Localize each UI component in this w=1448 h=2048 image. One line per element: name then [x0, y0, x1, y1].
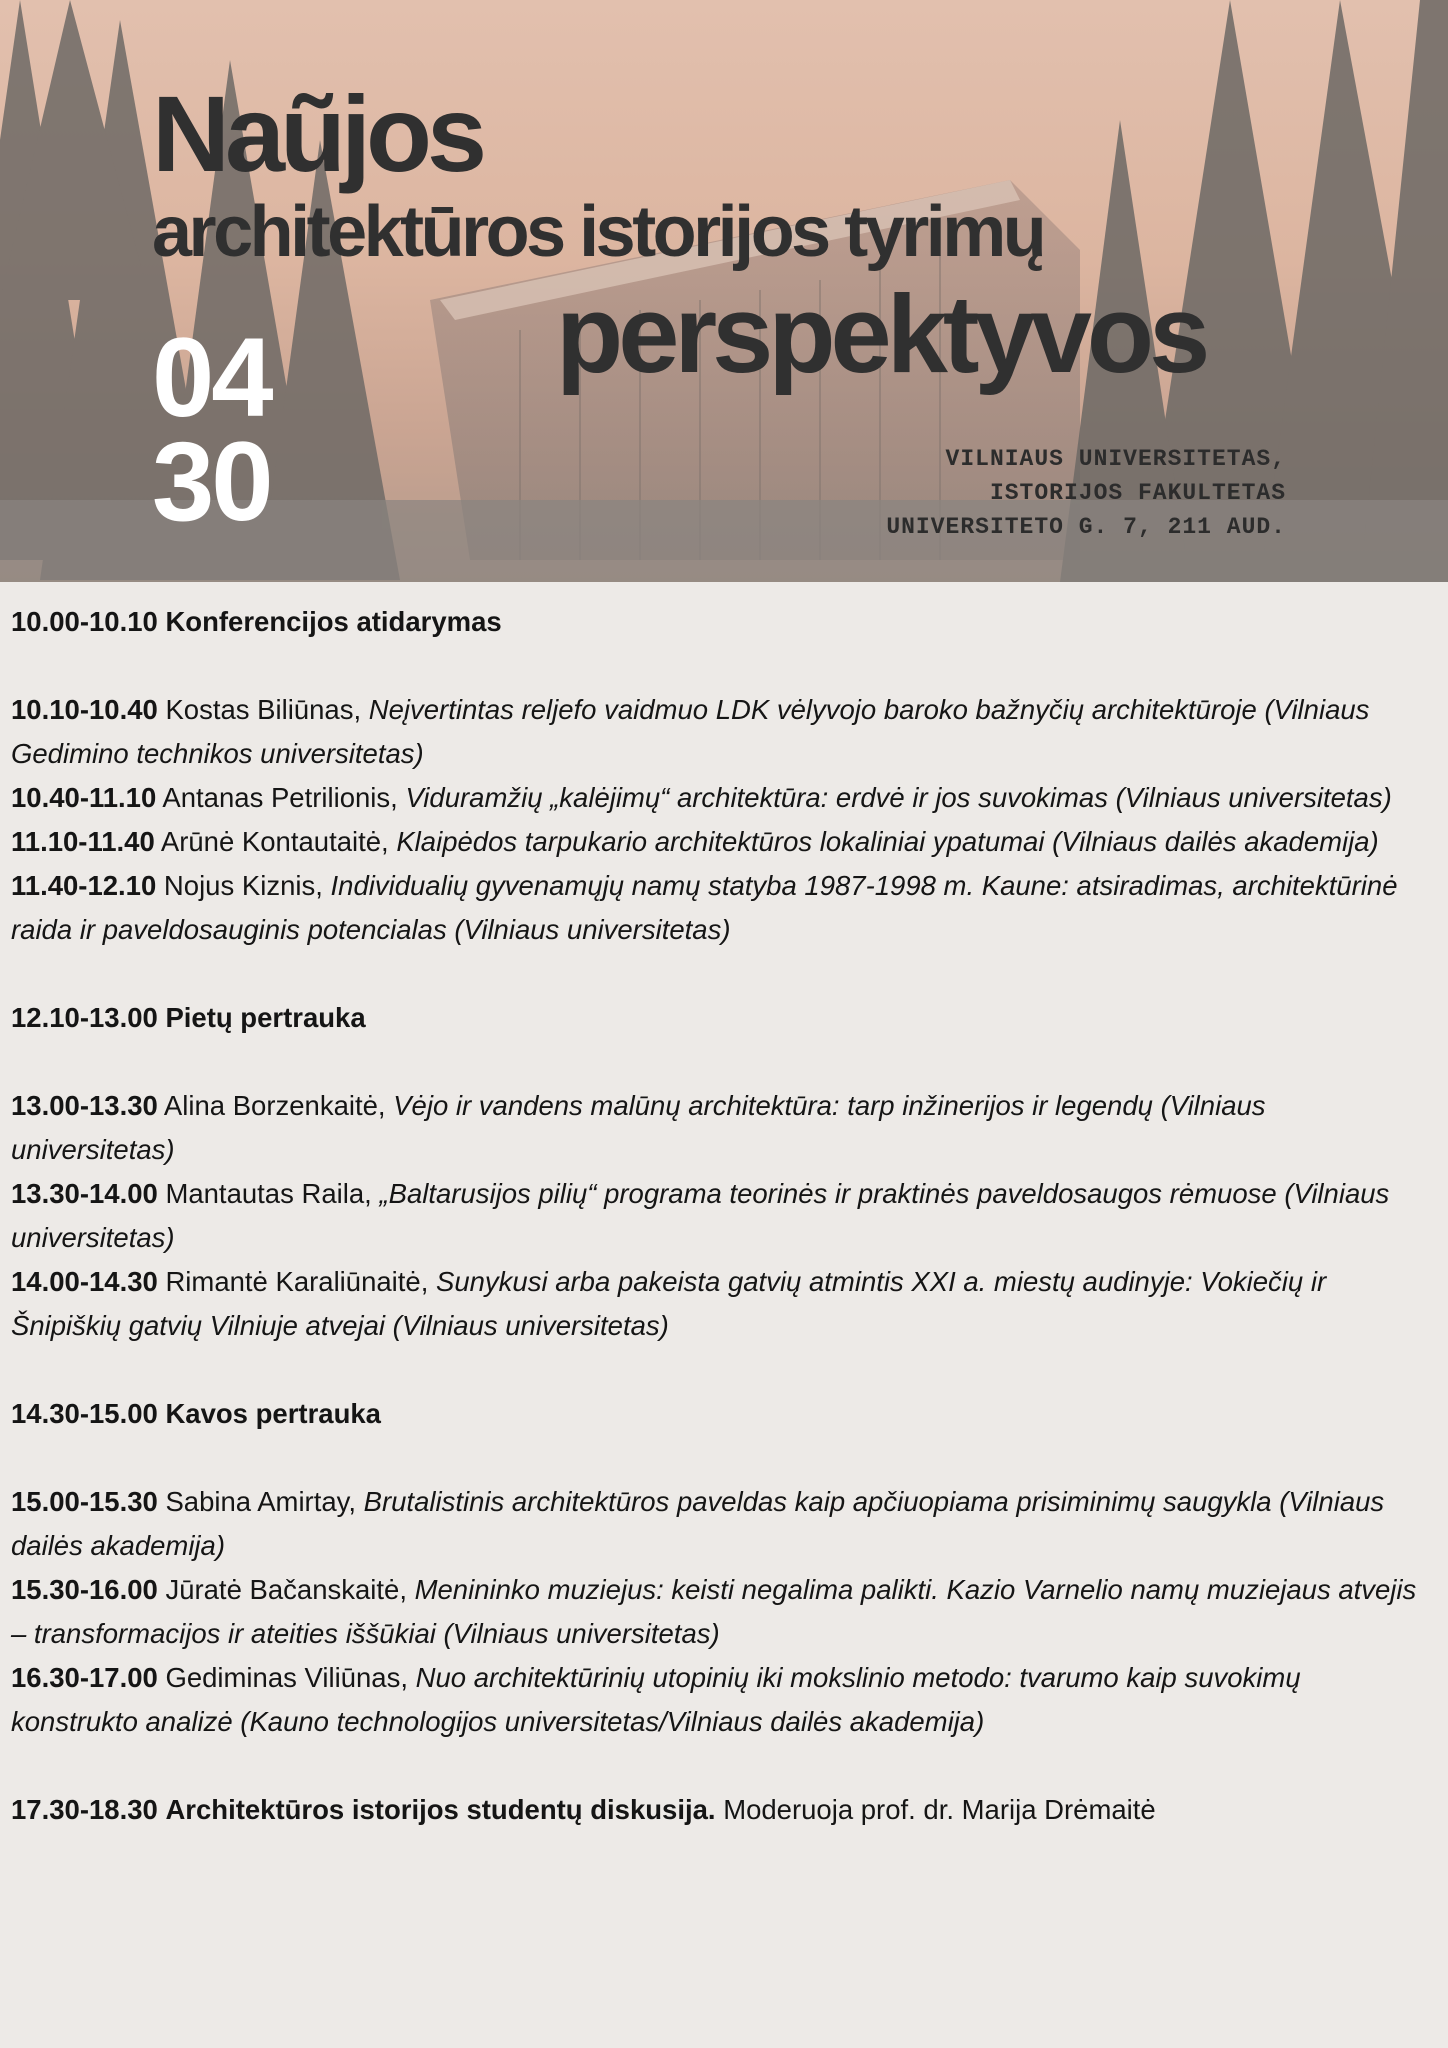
entry-speaker: Alina Borzenkaitė,	[163, 1090, 386, 1121]
entry-time: 14.30-15.00	[11, 1398, 158, 1429]
spacer	[11, 1744, 1431, 1788]
entry-time: 14.00-14.30	[11, 1266, 158, 1297]
entry-talk: Brutalistinis architektūros paveldas kaip apčiuopiama prisiminimų saugykla (Vilniaus dailės akademija)	[11, 1486, 1385, 1561]
talk-entry	[11, 1480, 1431, 1568]
entry-title: Konferencijos atidarymas	[165, 606, 502, 637]
spacer	[11, 1348, 1431, 1392]
programme	[11, 600, 1431, 1832]
entry-speaker: Jūratė Bačanskaitė,	[165, 1574, 407, 1605]
talk-entry	[11, 776, 1431, 820]
spacer	[11, 1436, 1431, 1480]
date-month: 04	[152, 315, 271, 440]
entry-time: 15.30-16.00	[11, 1574, 158, 1605]
talk-entry	[11, 820, 1431, 864]
spacer	[11, 1040, 1431, 1084]
entry-title: Kavos pertrauka	[165, 1398, 381, 1429]
entry-time: 10.40-11.10	[11, 782, 157, 813]
lunch-break-entry	[11, 996, 1431, 1040]
title-line-3: perspektyvos	[556, 273, 1206, 396]
entry-talk: Neįvertintas reljefo vaidmuo LDK vėlyvojo baroko bažnyčių architektūroje (Vilniaus Gedimino technikos universitetas)	[11, 694, 1370, 769]
talk-entry	[11, 1084, 1431, 1172]
entry-time: 16.30-17.00	[11, 1662, 158, 1693]
entry-talk: Klaipėdos tarpukario architektūros lokaliniai ypatumai (Vilniaus dailės akademija)	[396, 826, 1379, 857]
entry-moderator: Moderuoja prof. dr. Marija Drėmaitė	[723, 1794, 1156, 1825]
venue-line: UNIVERSITETO G. 7, 211 AUD.	[886, 514, 1286, 540]
venue-line: VILNIAUS UNIVERSITETAS,	[945, 446, 1286, 472]
entry-time: 17.30-18.30	[11, 1794, 158, 1825]
entry-talk: Nuo architektūrinių utopinių iki mokslinio metodo: tvarumo kaip suvokimų konstrukto analizė (Kauno technologijos universitetas/Vilniaus dailės akademija)	[11, 1662, 1301, 1737]
opening-entry	[11, 600, 1431, 644]
entry-speaker: Sabina Amirtay,	[165, 1486, 356, 1517]
title-line-1: Naũjos	[152, 73, 483, 194]
spacer	[11, 644, 1431, 688]
talk-entry	[11, 1172, 1431, 1260]
entry-time: 13.30-14.00	[11, 1178, 158, 1209]
entry-speaker: Rimantė Karaliūnaitė,	[165, 1266, 429, 1297]
closing-discussion-entry	[11, 1788, 1431, 1832]
talk-entry	[11, 1568, 1431, 1656]
header-banner	[0, 0, 1448, 582]
entry-talk: „Baltarusijos pilių“ programa teorinės ir praktinės paveldosaugos rėmuose (Vilniaus universitetas)	[11, 1178, 1390, 1253]
talk-entry	[11, 1260, 1431, 1348]
entry-time: 10.00-10.10	[11, 606, 158, 637]
venue-address	[886, 442, 1286, 544]
coffee-break-entry	[11, 1392, 1431, 1436]
entry-speaker: Nojus Kiznis,	[163, 870, 323, 901]
entry-speaker: Mantautas Raila,	[165, 1178, 372, 1209]
date-day: 30	[152, 419, 271, 544]
entry-time: 10.10-10.40	[11, 694, 158, 725]
entry-time: 11.10-11.40	[11, 826, 155, 857]
entry-title: Architektūros istorijos studentų diskusija.	[165, 1794, 716, 1825]
entry-talk: Individualių gyvenamųjų namų statyba 1987-1998 m. Kaune: atsiradimas, architektūrinė raida ir paveldosauginis potencialas (Vilniaus universitetas)	[11, 870, 1398, 945]
entry-speaker: Kostas Biliūnas,	[165, 694, 362, 725]
entry-speaker: Arūnė Kontautaitė,	[160, 826, 389, 857]
talk-entry	[11, 688, 1431, 776]
entry-time: 11.40-12.10	[11, 870, 157, 901]
entry-title: Pietų pertrauka	[165, 1002, 366, 1033]
spacer	[11, 952, 1431, 996]
venue-line: ISTORIJOS FAKULTETAS	[989, 480, 1286, 506]
entry-talk: Menininko muziejus: keisti negalima palikti. Kazio Varnelio namų muziejaus atvejis – transformacijos ir ateities iššūkiai (Vilniaus universitetas)	[11, 1574, 1417, 1649]
entry-time: 12.10-13.00	[11, 1002, 158, 1033]
talk-entry	[11, 864, 1431, 952]
entry-speaker: Gediminas Viliūnas,	[165, 1662, 408, 1693]
title-line-2: architektūros istorijos tyrimų	[152, 192, 1044, 272]
entry-time: 15.00-15.30	[11, 1486, 158, 1517]
entry-time: 13.00-13.30	[11, 1090, 158, 1121]
talk-entry	[11, 1656, 1431, 1744]
entry-talk: Viduramžių „kalėjimų“ architektūra: erdvė ir jos suvokimas (Vilniaus universitetas)	[405, 782, 1392, 813]
entry-talk: Sunykusi arba pakeista gatvių atmintis XXI a. miestų audinyje: Vokiečių ir Šnipiškių gatvių Vilniuje atvejai (Vilniaus universitetas)	[11, 1266, 1327, 1341]
entry-speaker: Antanas Petrilionis,	[162, 782, 398, 813]
entry-talk: Vėjo ir vandens malūnų architektūra: tarp inžinerijos ir legendų (Vilniaus universitetas)	[11, 1090, 1266, 1165]
